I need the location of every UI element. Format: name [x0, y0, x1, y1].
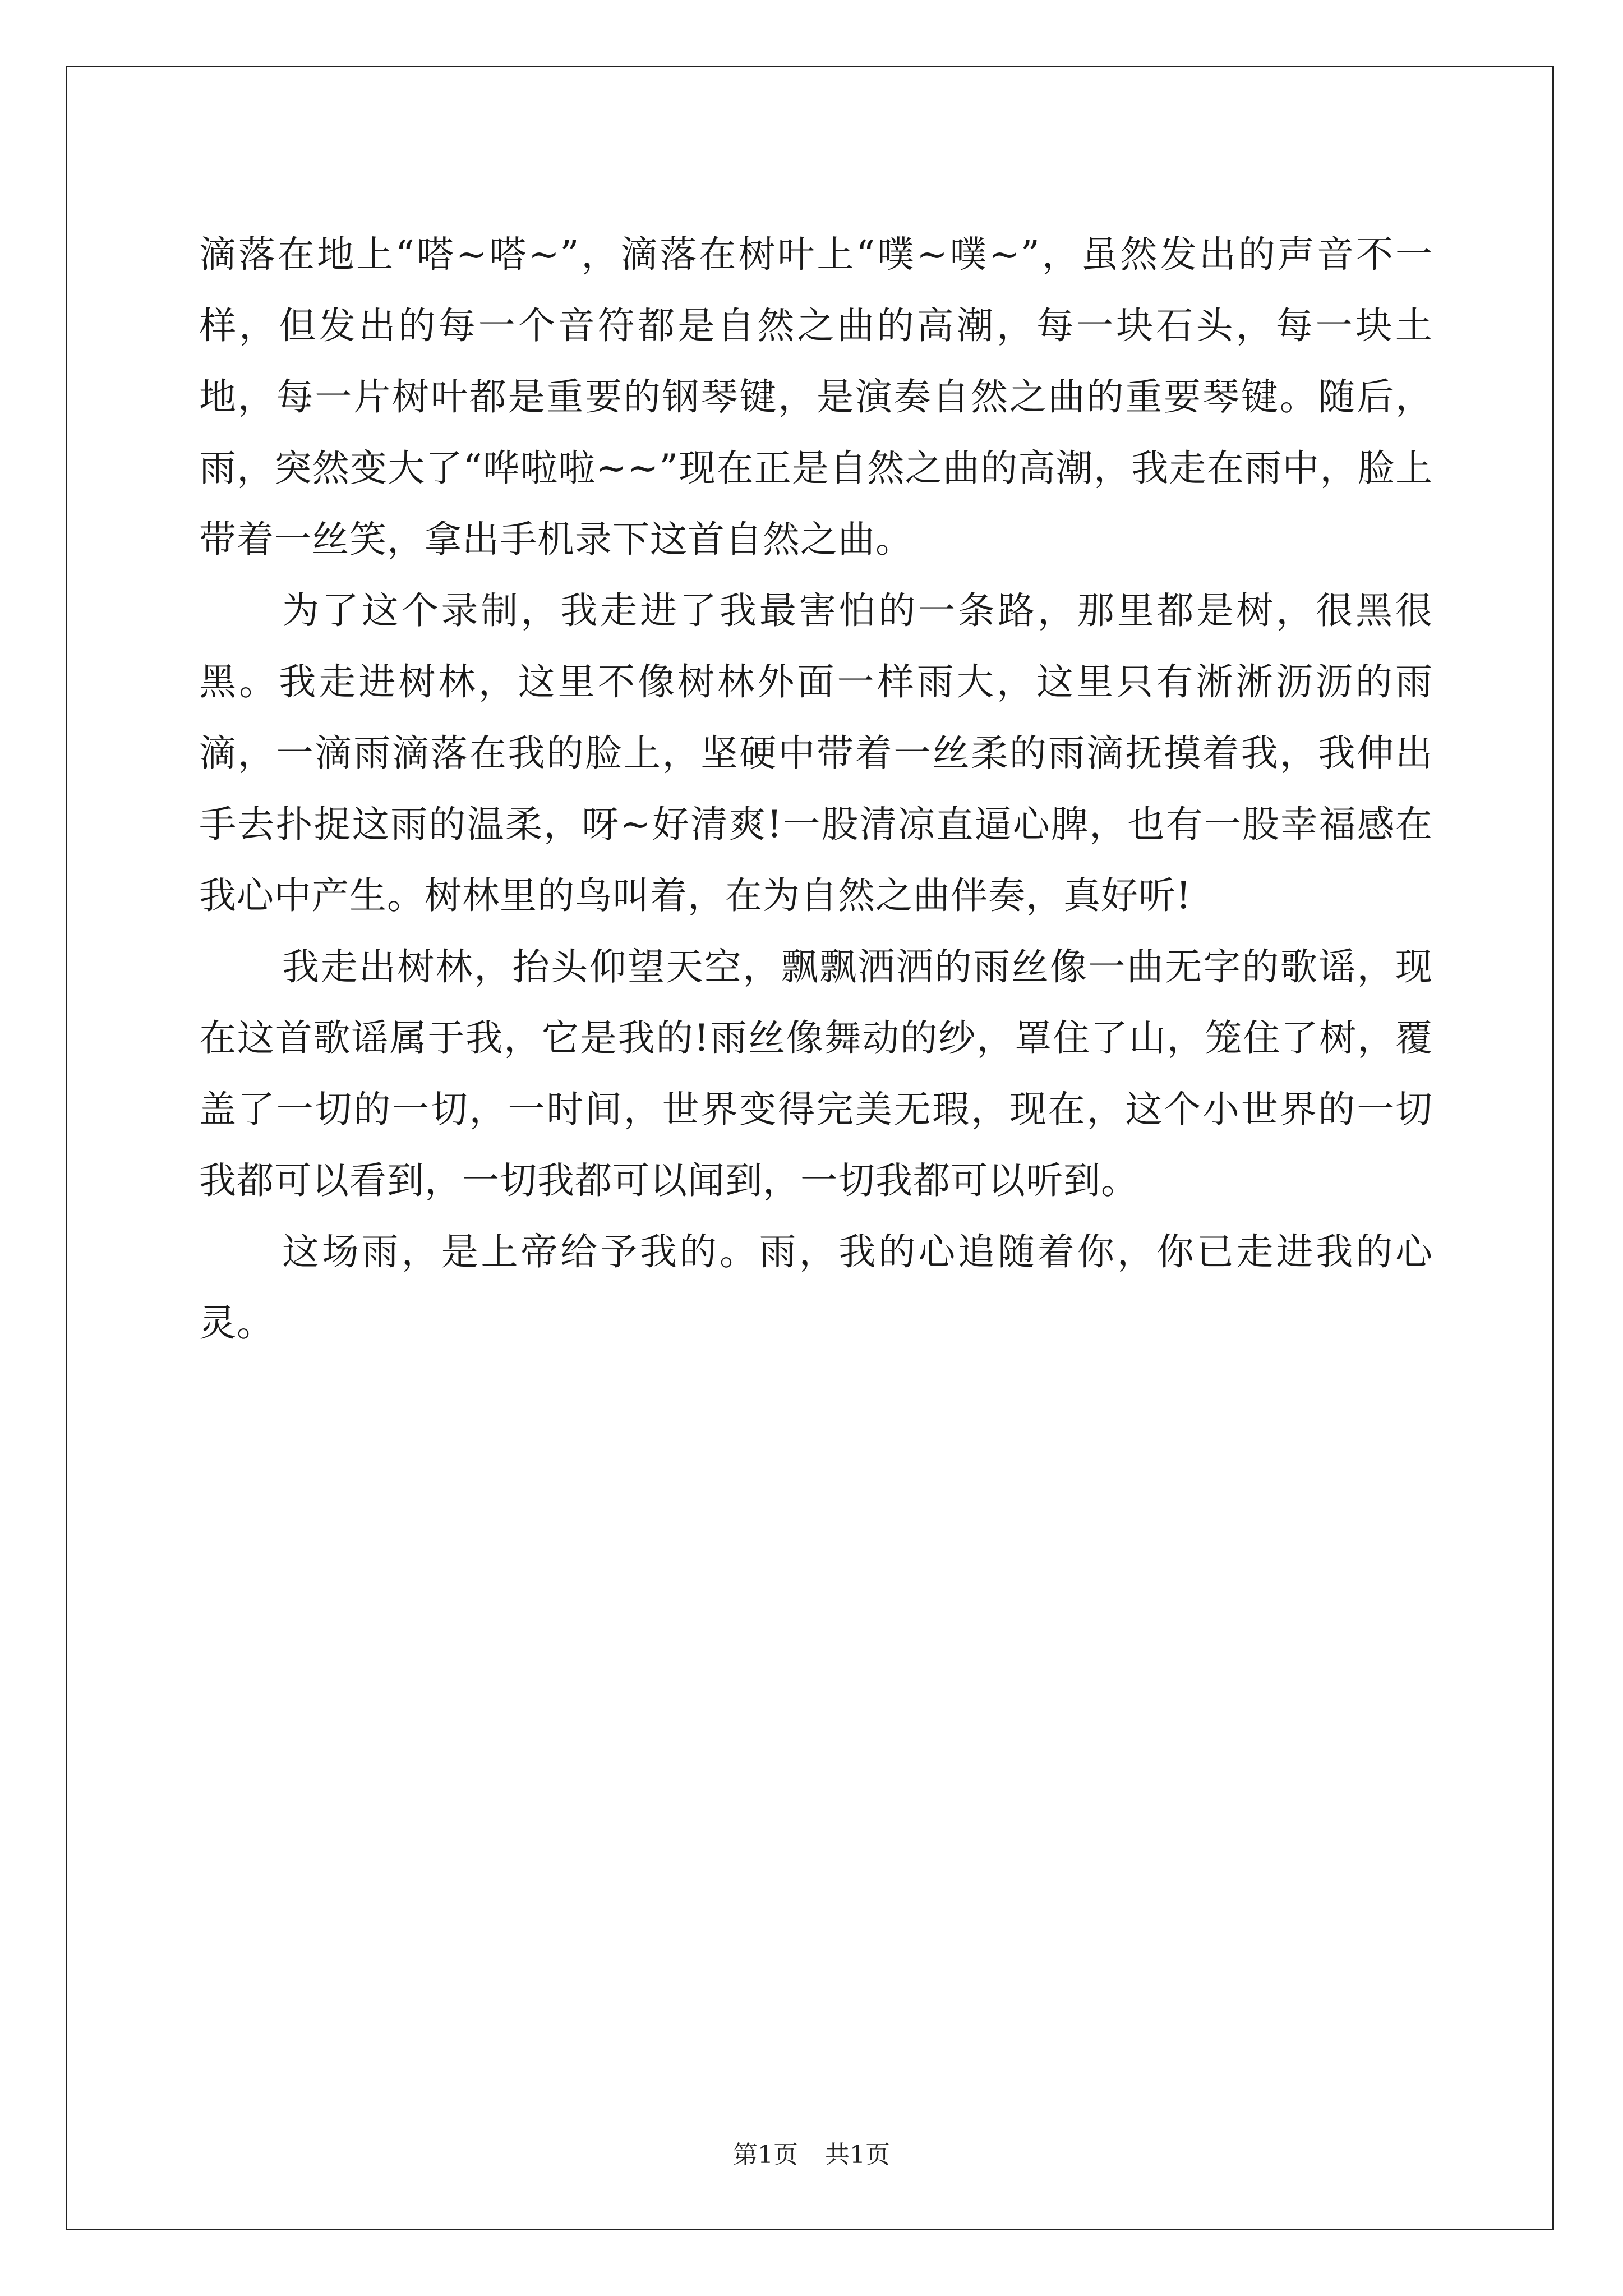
- paragraph-4: 这场雨，是上帝给予我的。雨，我的心追随着你，你已走进我的心灵。: [199, 1230, 1433, 1345]
- page-number: 第1页: [733, 2141, 798, 2169]
- paragraph-3: 我走出树林，抬头仰望天空，飘飘洒洒的雨丝像一曲无字的歌谣，现在这首歌谣属于我，它是我的!雨丝像舞动的纱，罩住了山，笼住了树，覆盖了一切的一切，一时间，世界变得完美无瑕，现在，这个小世界的一切我都可以看到，一切我都可以闻到，一切我都可以听到。: [199, 945, 1433, 1202]
- paragraph-1: 滴落在地上“嗒~嗒~”，滴落在树叶上“噗~噗~”，虽然发出的声音不一样，但发出的每一个音符都是自然之曲的高潮，每一块石头，每一块土地，每一片树叶都是重要的钢琴键，是演奏自然之曲的重要琴键。随后，雨，突然变大了“哗啦啦~~”现在正是自然之曲的高潮，我走在雨中，脸上带着一丝笑，拿出手机录下这首自然之曲。: [199, 233, 1433, 561]
- page-total: 共1页: [825, 2141, 890, 2169]
- document-body: [199, 219, 1433, 1359]
- page-footer: [0, 2134, 1623, 2170]
- paragraph-2: 为了这个录制，我走进了我最害怕的一条路，那里都是树，很黑很黑。我走进树林，这里不像树林外面一样雨大，这里只有淅淅沥沥的雨滴，一滴雨滴落在我的脸上，坚硬中带着一丝柔的雨滴抚摸着我，我伸出手去扑捉这雨的温柔，呀~好清爽!一股清凉直逼心脾，也有一股幸福感在我心中产生。树林里的鸟叫着，在为自然之曲伴奏，真好听!: [199, 589, 1433, 917]
